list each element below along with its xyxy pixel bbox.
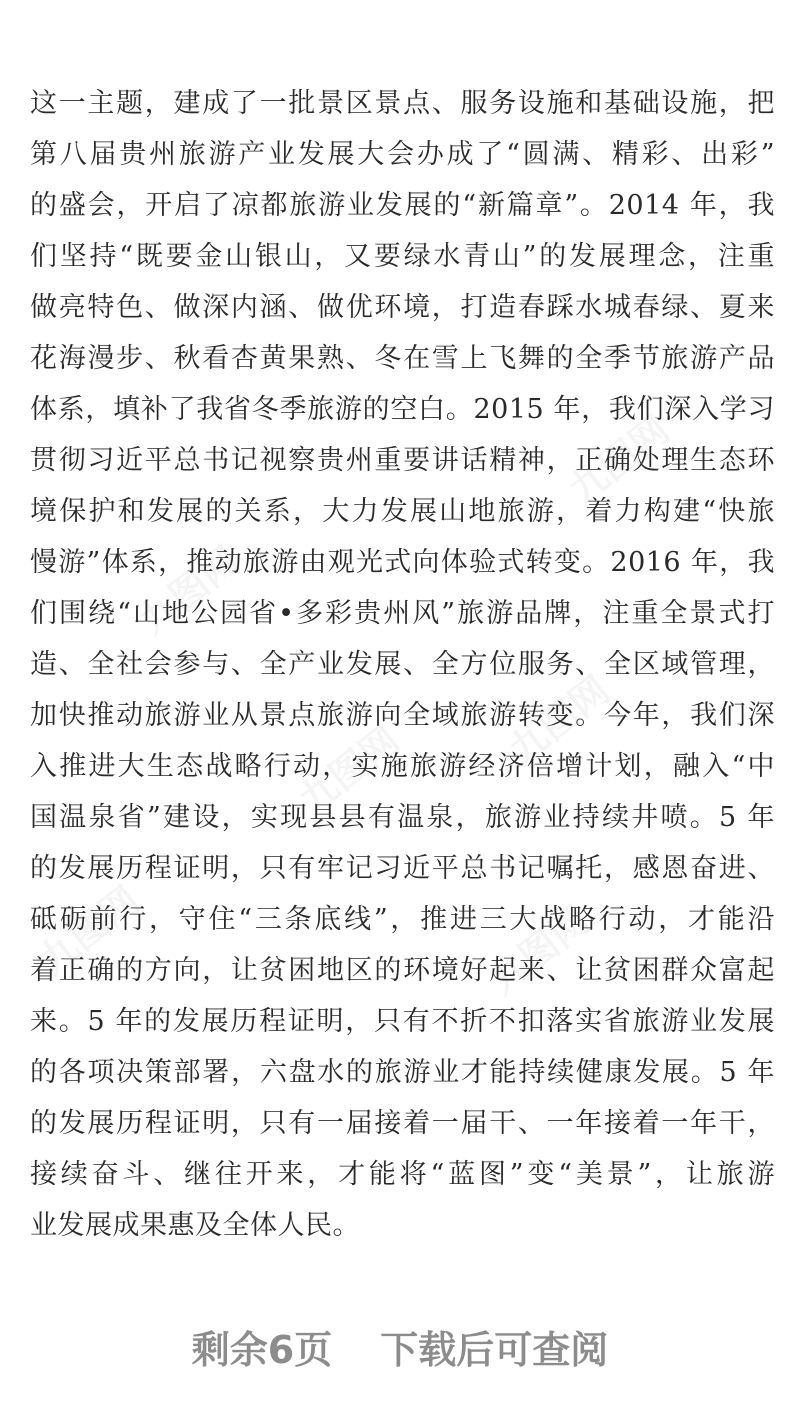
- body-paragraph: [30, 78, 775, 1251]
- text-line: 慢游”体系，推动旅游由观光式向体验式转变。2016 年，我: [30, 547, 775, 578]
- text-line: 做亮特色、做深内涵、做优环境，打造春踩水城春绿、夏来: [30, 292, 775, 323]
- watermark: 九图网: [500, 667, 618, 773]
- text-line: 贯彻习近平总书记视察贵州重要讲话精神，正确处理生态环: [30, 445, 775, 476]
- text-line: 来。5 年的发展历程证明，只有不折不扣落实省旅游业发展: [30, 1006, 775, 1037]
- text-line: 们围绕“山地公园省•多彩贵州风”旅游品牌，注重全景式打: [30, 598, 775, 629]
- watermark: 九图网: [560, 407, 678, 513]
- text-line: 入推进大生态战略行动，实施旅游经济倍增计划，融入“中: [30, 751, 775, 782]
- watermark: 九图网: [480, 897, 598, 1003]
- text-line: 第八届贵州旅游产业发展大会办成了“圆满、精彩、出彩”: [30, 139, 775, 170]
- text-line: 的发展历程证明，只有一届接着一届干、一年接着一年干，: [30, 1108, 775, 1139]
- text-line: 花海漫步、秋看杏黄果熟、冬在雪上飞舞的全季节旅游产品: [30, 343, 775, 374]
- text-line: 的盛会，开启了凉都旅游业发展的“新篇章”。2014 年，我: [30, 190, 775, 221]
- text-line: 加快推动旅游业从景点旅游向全域旅游转变。今年，我们深: [30, 700, 775, 731]
- text-line: 业发展成果惠及全体人民。: [30, 1210, 360, 1241]
- watermark: 九图网: [30, 877, 148, 983]
- text-line: 体系，填补了我省冬季旅游的空白。2015 年，我们深入学习: [30, 394, 775, 425]
- text-line: 着正确的方向，让贫困地区的环境好起来、让贫困群众富起: [30, 955, 775, 986]
- text-line: 的发展历程证明，只有牢记习近平总书记嘱托，感恩奋进、: [30, 853, 775, 884]
- download-prompt[interactable]: [0, 1322, 800, 1378]
- download-hint-label: 下载后可查阅: [380, 1328, 609, 1372]
- text-line: 们坚持“既要金山银山，又要绿水青山”的发展理念，注重: [30, 241, 775, 272]
- watermark: 九图网: [130, 537, 248, 643]
- text-line: 砥砺前行，守住“三条底线”，推进三大战略行动，才能沿: [30, 904, 775, 935]
- text-line: 接续奋斗、继往开来，才能将“蓝图”变“美景”，让旅游: [30, 1159, 775, 1190]
- remaining-pages-label: 剩余6页: [191, 1328, 333, 1372]
- text-line: 境保护和发展的关系，大力发展山地旅游，着力构建“快旅: [30, 496, 775, 527]
- watermark: 九图网: [290, 717, 408, 823]
- text-line: 国温泉省”建设，实现县县有温泉，旅游业持续井喷。5 年: [30, 802, 775, 833]
- text-line: 的各项决策部署，六盘水的旅游业才能持续健康发展。5 年: [30, 1057, 775, 1088]
- text-line: 造、全社会参与、全产业发展、全方位服务、全区域管理，: [30, 649, 775, 680]
- text-line: 这一主题，建成了一批景区景点、服务设施和基础设施，把: [30, 88, 775, 119]
